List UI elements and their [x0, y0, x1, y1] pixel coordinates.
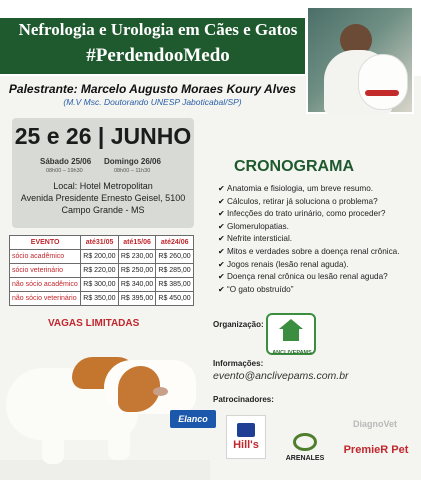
list-item [218, 233, 418, 246]
list-item [218, 284, 418, 297]
pricing-category: sócio veterinário [10, 264, 81, 278]
sponsor-name: ARENALES [285, 455, 325, 462]
sponsor-logo-diagnovet: DiagnoVet [352, 419, 397, 429]
pricing-table [9, 235, 194, 306]
arenales-emblem-icon [293, 433, 317, 451]
sponsor-logo-premier: PremieR Pet [343, 444, 409, 456]
schedule-item-text: Anatomia e fisiologia, um breve resumo. [227, 184, 374, 193]
day-1-time: 08h00 – 19h30 [46, 168, 83, 174]
pricing-value: R$ 300,00 [81, 278, 119, 292]
pricing-header-cell: até24/06 [156, 236, 194, 250]
organizer-label: Organização: [213, 320, 264, 329]
schedule-item-text: Cálculos, retirar já soluciona o problema? [227, 196, 378, 206]
checkmark-icon: ✔ [218, 209, 225, 219]
sponsor-logo-elanco: Elanco [170, 410, 216, 428]
list-item [218, 208, 418, 221]
checkmark-icon: ✔ [218, 259, 225, 269]
pricing-value: R$ 450,00 [156, 292, 194, 306]
contact-email[interactable]: evento@anclivepams.com.br [213, 370, 349, 382]
speaker-name: Palestrante: Marcelo Augusto Moraes Koury Alves [8, 82, 297, 96]
pricing-value: R$ 385,00 [156, 278, 194, 292]
list-item [218, 271, 418, 284]
list-item [218, 196, 418, 209]
event-venue: Local: Hotel Metropolitan [53, 181, 153, 191]
table-row [10, 292, 194, 306]
speaker-credentials: (M.V Msc. Doutorando UNESP Jaboticabal/SP) [63, 97, 242, 107]
checkmark-icon: ✔ [218, 234, 225, 244]
pricing-category: não sócio acadêmico [10, 278, 81, 292]
schedule-item-text: “O gato obstruído” [227, 284, 294, 294]
checkmark-icon: ✔ [218, 284, 225, 294]
pricing-header-cell: até15/06 [118, 236, 156, 250]
checkmark-icon: ✔ [218, 196, 225, 206]
sponsor-name: Hill's [233, 439, 259, 451]
event-dates: 25 e 26 | JUNHO [14, 123, 192, 149]
schedule-item-text: Infecções do trato urinário, como proceder? [227, 209, 386, 219]
schedule-item-text: Jogos renais (lesão renal aguda). [227, 259, 349, 269]
sponsors-label: Patrocinadores: [213, 395, 274, 404]
list-item [218, 183, 418, 196]
pricing-category: não sócio veterinário [10, 292, 81, 306]
info-label: Informações: [213, 359, 264, 368]
house-roof-icon [279, 319, 303, 329]
dog-collar [365, 90, 399, 96]
organizer-logo [266, 313, 316, 355]
pricing-value: R$ 395,00 [118, 292, 156, 306]
pricing-value: R$ 220,00 [81, 264, 119, 278]
pricing-value: R$ 285,00 [156, 264, 194, 278]
house-icon [283, 329, 299, 341]
schedule-item-text: Nefrite intersticial. [227, 234, 293, 244]
pricing-value: R$ 250,00 [118, 264, 156, 278]
checkmark-icon: ✔ [218, 246, 225, 256]
puppy-eye [153, 387, 168, 396]
pricing-header-cell: até31/05 [81, 236, 119, 250]
schedule-title: CRONOGRAMA [234, 158, 354, 175]
day-2-label: Domingo 26/06 [104, 157, 161, 166]
event-address: Avenida Presidente Ernesto Geisel, 5100 [20, 193, 186, 203]
table-row [10, 250, 194, 264]
table-row [10, 264, 194, 278]
schedule-item-text: Mitos e verdades sobre a doença renal crônica. [227, 246, 400, 256]
day-1-label: Sábado 25/06 [40, 157, 92, 166]
pricing-category: sócio acadêmico [10, 250, 81, 264]
day-2-time: 08h00 – 11h30 [114, 168, 151, 174]
puppy-ground [0, 460, 210, 480]
puppy-leg [108, 424, 130, 460]
event-city: Campo Grande - MS [61, 205, 145, 215]
list-item [218, 246, 418, 259]
sponsor-logo-hills [226, 415, 266, 459]
pricing-value: R$ 200,00 [81, 250, 119, 264]
pricing-value: R$ 350,00 [81, 292, 119, 306]
pricing-value: R$ 230,00 [118, 250, 156, 264]
organizer-name: ANCLIVEPAMS [272, 350, 312, 356]
list-item [218, 221, 418, 234]
limited-spots-label: VAGAS LIMITADAS [48, 318, 140, 329]
pricing-header-cell: EVENTO [10, 236, 81, 250]
list-item [218, 259, 418, 272]
pricing-header-row [10, 236, 194, 250]
dog-in-photo [358, 54, 408, 110]
checkmark-icon: ✔ [218, 184, 225, 193]
puppy-leg [42, 428, 64, 464]
table-row [10, 278, 194, 292]
speaker-photo [306, 6, 414, 114]
hills-emblem-icon [237, 423, 255, 437]
hashtag: #PerdendooMedo [86, 45, 230, 66]
schedule-item-text: Glomerulopatias. [227, 221, 289, 231]
schedule-list [218, 183, 418, 296]
page-title: Nefrologia e Urologia em Cães e Gatos [18, 20, 298, 39]
checkmark-icon: ✔ [218, 221, 225, 231]
checkmark-icon: ✔ [218, 272, 225, 282]
sponsor-logo-arenales [280, 412, 330, 462]
schedule-item-text: Doença renal crônica ou lesão renal aguda? [227, 272, 388, 282]
pricing-value: R$ 260,00 [156, 250, 194, 264]
pricing-value: R$ 340,00 [118, 278, 156, 292]
